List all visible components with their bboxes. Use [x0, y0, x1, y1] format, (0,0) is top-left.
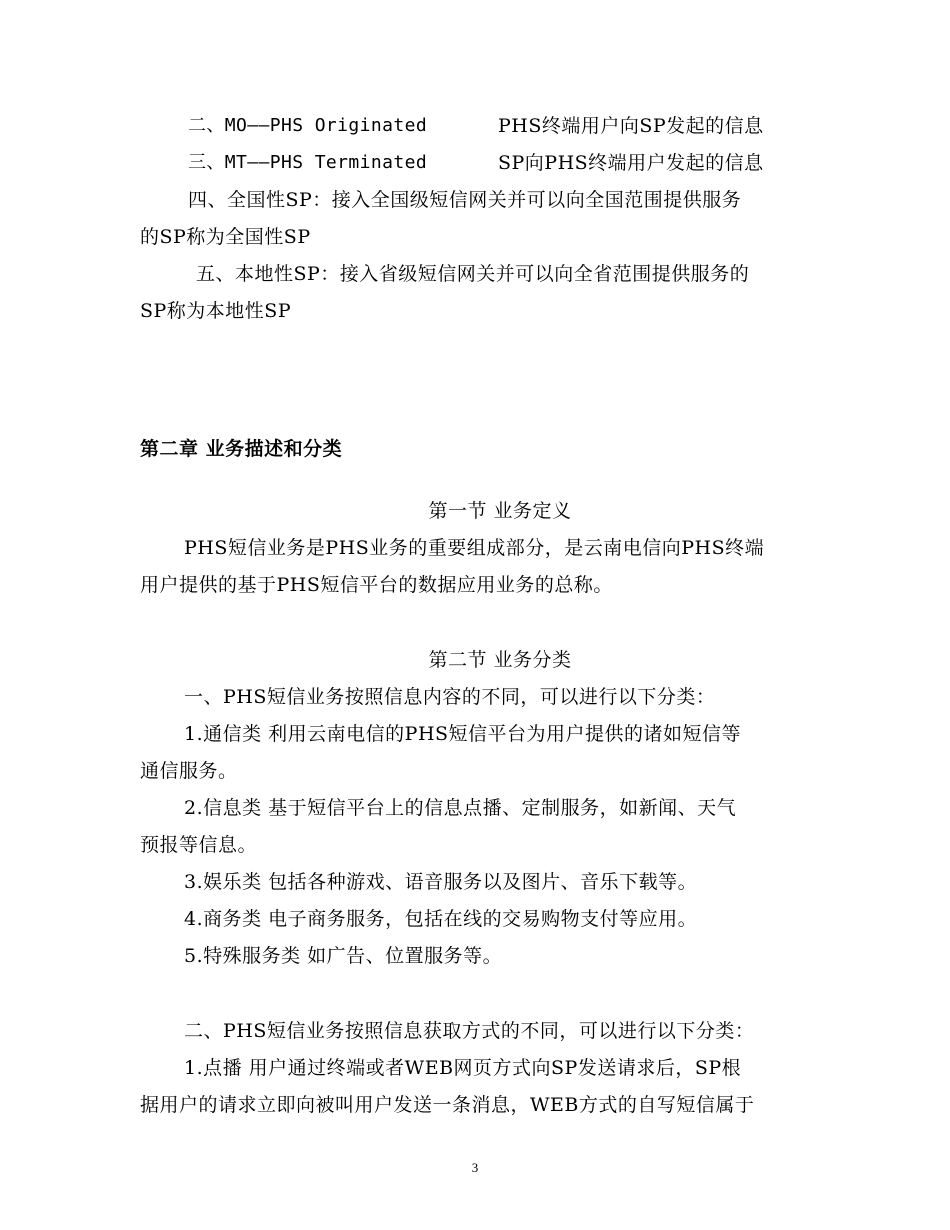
- list-item-entertainment: 3.娱乐类 包括各种游戏、语音服务以及图片、音乐下载等。: [184, 871, 698, 893]
- page-number: 3: [471, 1160, 479, 1175]
- section-title-classification: 第二节 业务分类: [428, 649, 572, 671]
- classification-by-access-intro: 二、PHS短信业务按照信息获取方式的不同，可以进行以下分类：: [184, 1020, 755, 1042]
- list-item-communication-line2: 通信服务。: [140, 760, 238, 782]
- definition-mo-term: 二、MO——PHS Originated: [188, 115, 428, 136]
- list-item-communication-line1: 1.通信类 利用云南电信的PHS短信平台为用户提供的诸如短信等: [184, 723, 742, 745]
- section-title-definition: 第一节 业务定义: [428, 500, 572, 522]
- definition-mt-description: SP向PHS终端用户发起的信息: [498, 152, 764, 174]
- definition-national-sp-line2: 的SP称为全国性SP: [140, 226, 311, 248]
- chapter-title: 第二章 业务描述和分类: [140, 438, 343, 460]
- definition-national-sp-line1: 四、全国性SP：接入全国级短信网关并可以向全国范围提供服务: [188, 189, 742, 211]
- list-item-information-line2: 预报等信息。: [140, 834, 258, 856]
- list-item-on-demand-line2: 据用户的请求立即向被叫用户发送一条消息，WEB方式的自写短信属于: [140, 1094, 755, 1116]
- definition-mt-term: 三、MT——PHS Terminated: [188, 152, 428, 173]
- definition-local-sp-line1: 五、本地性SP：接入省级短信网关并可以向全省范围提供服务的: [196, 263, 750, 285]
- section1-paragraph-line2: 用户提供的基于PHS短信平台的数据应用业务的总称。: [140, 574, 613, 596]
- list-item-special-services: 5.特殊服务类 如广告、位置服务等。: [184, 945, 503, 967]
- classification-by-content-intro: 一、PHS短信业务按照信息内容的不同，可以进行以下分类：: [184, 686, 716, 708]
- list-item-information-line1: 2.信息类 基于短信平台上的信息点播、定制服务，如新闻、天气: [184, 797, 737, 819]
- list-item-on-demand-line1: 1.点播 用户通过终端或者WEB网页方式向SP发送请求后，SP根: [184, 1057, 742, 1079]
- definition-mo-description: PHS终端用户向SP发起的信息: [498, 115, 764, 137]
- section1-paragraph-line1: PHS短信业务是PHS业务的重要组成部分，是云南电信向PHS终端: [184, 537, 765, 559]
- list-item-business: 4.商务类 电子商务服务，包括在线的交易购物支付等应用。: [184, 908, 698, 930]
- definition-local-sp-line2: SP称为本地性SP: [140, 300, 292, 322]
